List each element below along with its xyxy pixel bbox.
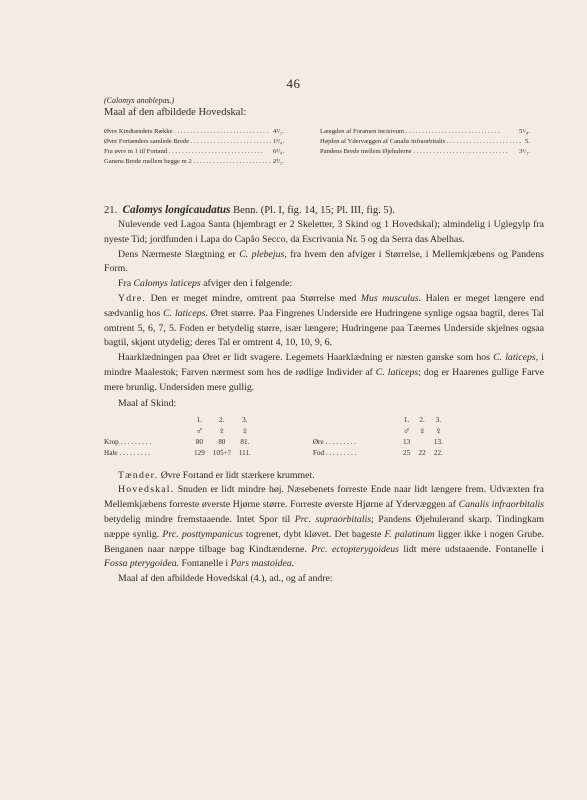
- paragraph-teeth: Tænder. Øvre Fortand er lidt stærkere krummet.: [118, 469, 315, 481]
- page-number: 46: [286, 76, 301, 91]
- measurement-row: [104, 147, 284, 157]
- table-row: Krop . . . 80 80 81.: [104, 437, 255, 448]
- paragraph-skull: Hovedskal. Snuden er lidt mindre høj. Næsebenets forreste Ende naar lidt længere frem. Udvæxten fra Mellemkjæbens forreste øverste Hjørne større. Forreste øverste Hjørne af Ydervæggen af Canalis infraorbitalis betydelig mindre fremstaaende. Intet Spor til Prc. supraorbitalis; Pandens Øjehulerand skarp. Tindingkam næppe synlig. Prc. posttympanicus togrenet, dybt kløvet. Det bageste F. palatinum ligger ikke i nogen Grube. Benganen naar næppe tilbage bag Kindtænderne. Prc. ectopterygoideus lidt mere udstaaende. Fontanelle i Fossa pterygoidea. Fontanelle i Pars mastoidea.: [104, 484, 545, 570]
- table-header-row: 1. 2. 3.: [403, 416, 442, 425]
- paragraph-fur: Haarklædningen paa Øret er lidt svagere. Legemets Haarklædning er næsten ganske som hos C. laticeps, i mindre Maalestok; Farven nærmest som hos de rødlige Individer af C. laticeps; dog er Haarenes gullige Farve mere brunlig. Undersiden mere gullig.: [104, 352, 545, 393]
- measurement-label: Pandens Brede mellem Øjehulerne . . .: [320, 147, 517, 157]
- measurements-grid: [104, 127, 544, 167]
- female-symbol: ♀: [241, 425, 249, 437]
- table-row: Øre . . . 13 13.: [313, 437, 447, 448]
- measurement-value: 5¹/₄.: [518, 128, 530, 135]
- species-name: Calomys longicaudatus: [122, 204, 231, 216]
- measurement-row: [104, 137, 284, 147]
- table-sex-row: [104, 426, 255, 437]
- paragraph-compare-intro: Fra Calomys laticeps afviger den i følgende:: [118, 278, 293, 290]
- measurement-value: 4¹/₂.: [272, 128, 284, 135]
- table-sex-row: [313, 426, 447, 437]
- measurement-row: [320, 127, 530, 137]
- skin-measurement-tables: [104, 415, 544, 459]
- measurement-value: 1³/₄.: [272, 138, 284, 145]
- species-section: [104, 203, 544, 587]
- measurement-label: Ganens Brede mellem begge m 2 . . .: [104, 157, 271, 167]
- female-symbol: ♀: [434, 425, 443, 437]
- species-number: 21.: [104, 205, 118, 216]
- female-symbol: ♀: [418, 425, 426, 437]
- paragraph-relative: Dens Nærmeste Slægtning er C. plebejus, fra hvem den afviger i Størrelse, i Mellemkjæbens og Pandens Form.: [104, 248, 544, 275]
- measurement-value: 3¹/₂.: [518, 148, 530, 155]
- measurement-row: [104, 157, 284, 167]
- measurement-row: [320, 137, 530, 147]
- paragraph-skull-measurements: Maal af den afbildede Hovedskal (4.), ad., og af andre:: [118, 573, 333, 585]
- measurement-label: Længden af Foramen incisivum . . .: [320, 127, 517, 137]
- measurement-row: [320, 147, 530, 157]
- skin-measurements-heading: Maal af Skind:: [118, 397, 177, 409]
- measurement-label: Øvre Fortænders samlede Brede . . .: [104, 137, 271, 147]
- male-symbol: ♂: [195, 425, 204, 437]
- table-row: Hale . . . 129 105+? 111.: [104, 448, 255, 459]
- measurements-left-column: [104, 127, 284, 167]
- measurements-heading: Maal af den afbildede Hovedskal:: [104, 107, 247, 118]
- table-row: Fod . . . 25 22 22.: [313, 448, 447, 459]
- skin-table-left: [104, 415, 255, 459]
- genus-label: (Calomys anoblepas.): [104, 96, 175, 105]
- skin-table-right: [313, 415, 447, 459]
- table-header-row: 1. 2. 3.: [196, 416, 248, 425]
- measurement-row: [104, 127, 284, 137]
- measurement-value: 5.: [525, 138, 530, 145]
- skull-measurements-section: [104, 96, 544, 167]
- measurement-value: 6³/₄.: [272, 148, 284, 155]
- measurement-label: Fra øvre m 1 til Fortand . . .: [104, 147, 271, 157]
- measurements-right-column: [320, 127, 530, 167]
- species-heading: [104, 203, 544, 218]
- species-author-ref: Benn. (Pl. I, fig. 14, 15; Pl. III, fig. 5).: [233, 205, 395, 216]
- paragraph-occurrence: Nulevende ved Lagoa Santa (hjembragt er 2 Skeletter, 3 Skind og 1 Hovedskal); almindelig i Uglegylp fra nyeste Tid; jordfunden i Lapa do Capão Secco, da Escrivania Nr. 5 og da Serra das Abelhas.: [104, 219, 544, 245]
- male-symbol: ♂: [402, 425, 411, 437]
- measurement-value: 2³/₂.: [272, 158, 284, 165]
- paragraph-external: Ydre. Den er meget mindre, omtrent paa Størrelse med Mus musculus. Halen er meget længere end sædvanlig hos C. laticeps. Øret større. Paa Fingrenes Underside ere Hudringene synlige ogsaa bagtil, deres Tal omtrent 5, 6, 7, 5. Foden er betydelig større, især længere; Hudringene paa Tæernes Underside skjelnes ogsaa bagtil, skjønt utydelig; deres Tal er omtrent 4, 10, 10, 9, 6.: [104, 292, 544, 349]
- female-symbol: ♀: [218, 425, 226, 437]
- measurement-label: Højden af Ydervæggen af Canalis infraorbitalis . . .: [320, 137, 523, 147]
- measurement-label: Øvre Kindtænders Række . . .: [104, 127, 271, 137]
